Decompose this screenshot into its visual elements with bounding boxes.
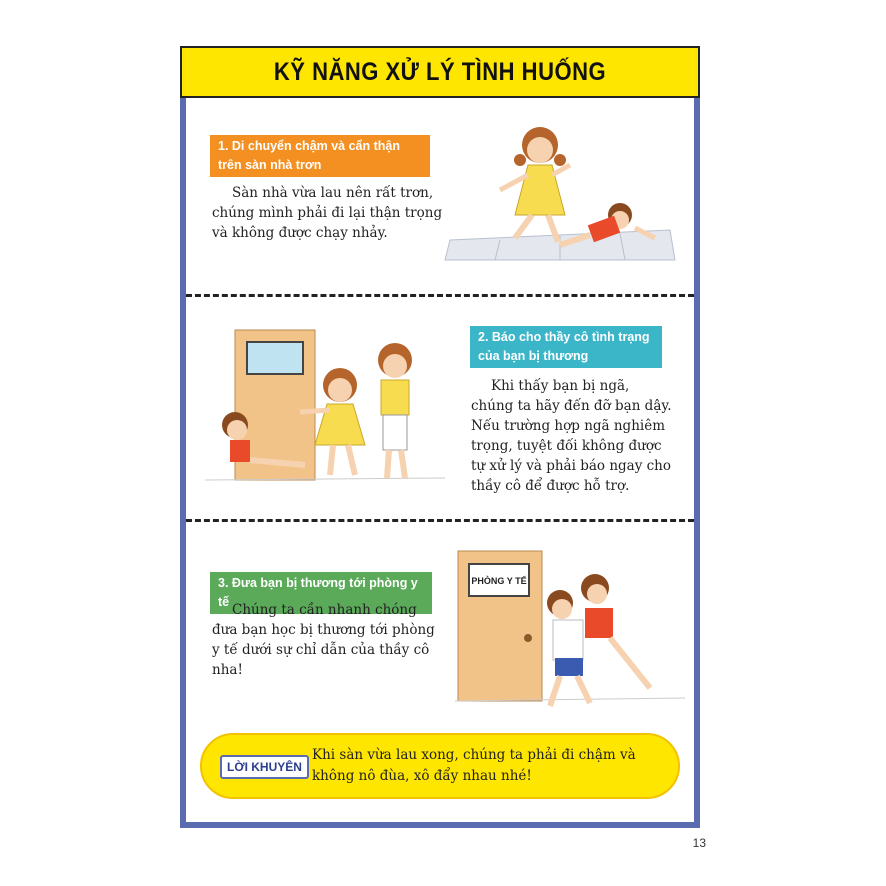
clinic-door-sign: PHÒNG Y TẾ [471, 576, 527, 586]
advice-text: Khi sàn vừa lau xong, chúng ta phải đi chậm và không nô đùa, xô đẩy nhau nhé! [312, 747, 636, 784]
advice-label: LỜI KHUYÊN [220, 755, 309, 779]
advice-box [200, 733, 680, 799]
section-3-text: Chúng ta cần nhanh chóng đưa bạn học bị thương tới phòng y tế dưới sự chỉ dẫn của thầy cô nha! [212, 602, 435, 678]
page-number: 13 [692, 836, 706, 850]
section-1-text: Sàn nhà vừa lau nên rất trơn, chúng mình phải đi lại thận trọng và không được chạy nhảy. [212, 185, 443, 241]
section-2-text: Khi thấy bạn bị ngã, chúng ta hãy đến đỡ bạn dậy. Nếu trường hợp ngã nghiêm trọng, tuyệt đối không được tự xử lý và phải báo ngay cho thầy cô để được hỗ trợ. [471, 378, 672, 494]
section-2-tag: 2. Báo cho thầy cô tình trạng của bạn bị thương [470, 326, 662, 368]
section-divider-1 [186, 294, 694, 297]
page-title-bar [180, 46, 700, 98]
slipping-children-illustration [440, 120, 680, 270]
page-title: KỸ NĂNG XỬ LÝ TÌNH HUỐNG [273, 57, 607, 86]
section-3-tag: 3. Đưa bạn bị thương tới phòng y tế [210, 572, 432, 614]
section-1-tag: 1. Di chuyển chậm và cẩn thận trên sàn nhà trơn [210, 135, 430, 177]
teacher-helping-illustration [205, 330, 445, 490]
section-divider-2 [186, 519, 694, 522]
